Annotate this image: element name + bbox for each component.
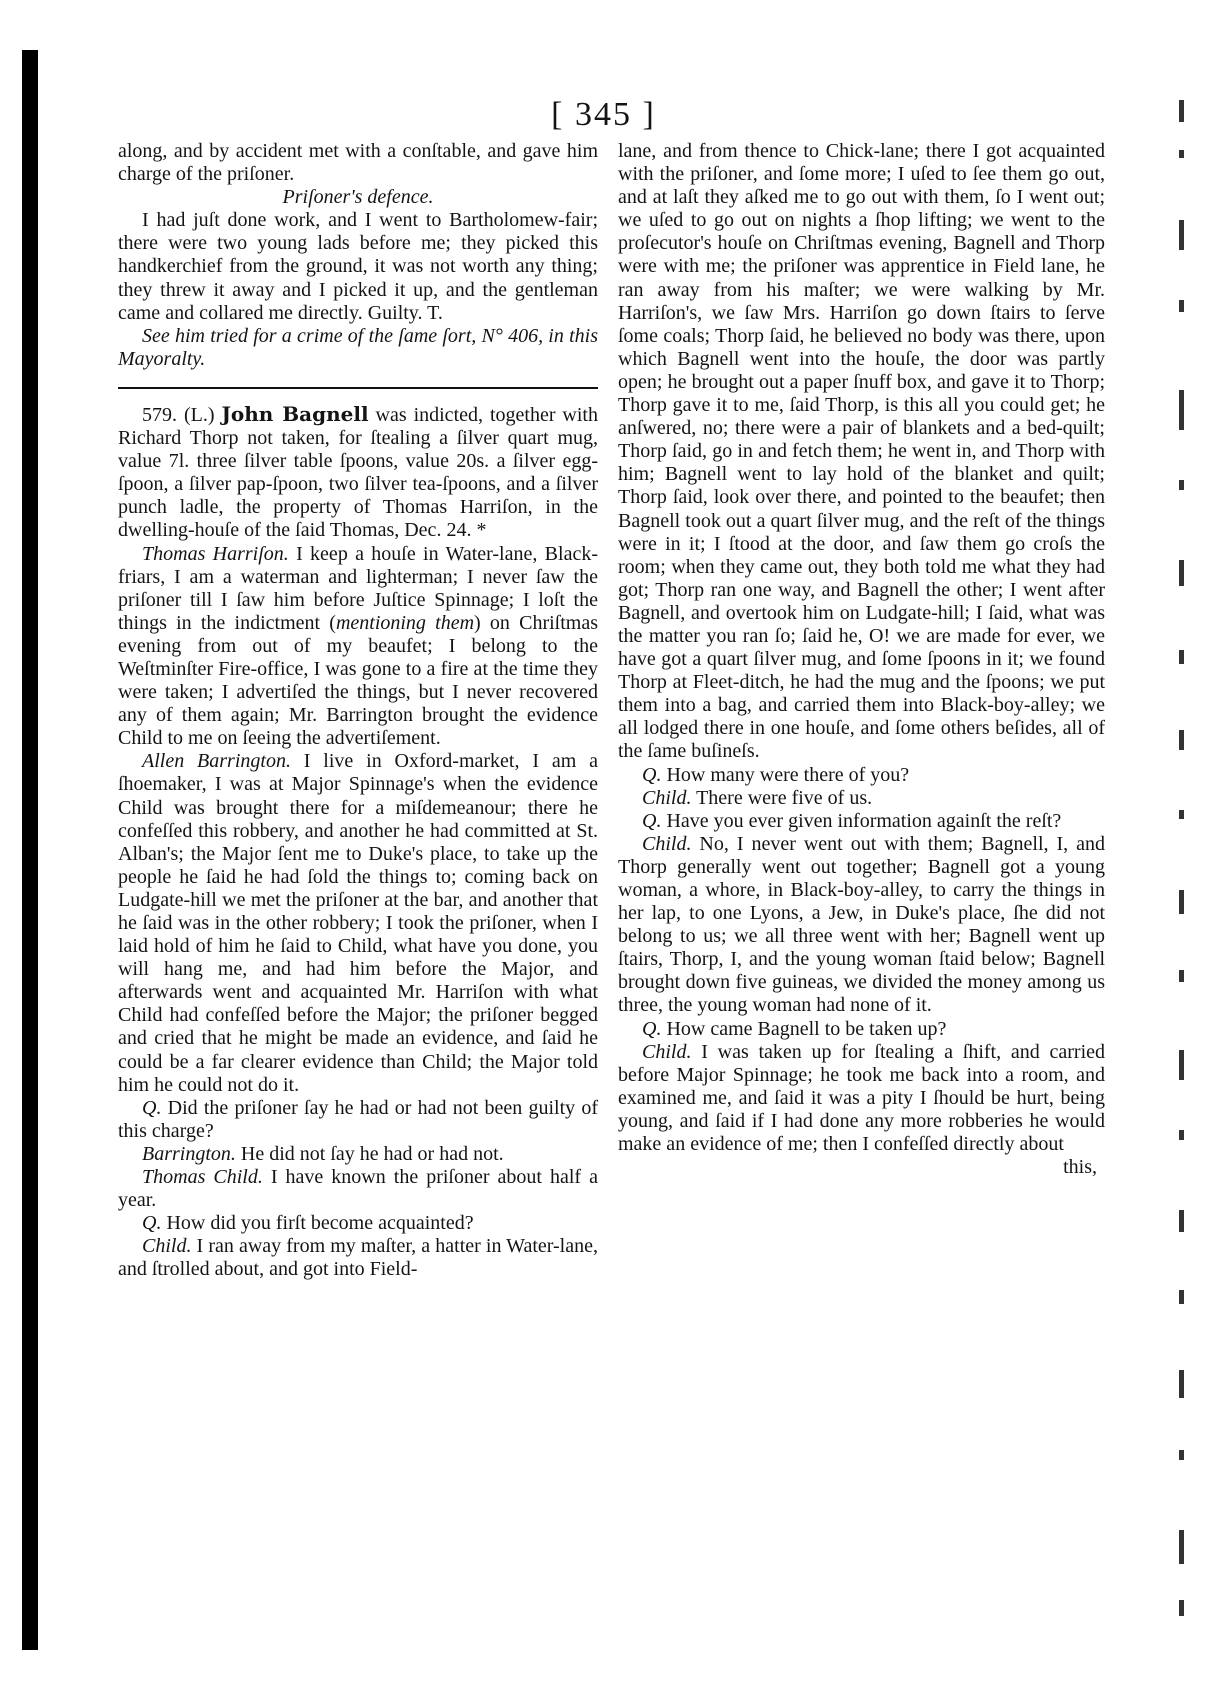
scan-edge-mark bbox=[1179, 1290, 1184, 1304]
answer-barrington bbox=[118, 1143, 598, 1166]
answer-text: I was taken up for ſtealing a ſhift, and carried before Major Spinnage; he took me back into a room, and examined me, and ſaid it was a pity I ſhould be hurt, being young, and ſaid if I had done any more robberies he would make an evidence of me; then I confeſſed directly about bbox=[618, 1040, 1105, 1156]
case-number: 579. (L.) bbox=[142, 403, 222, 426]
child-testimony-intro bbox=[118, 1166, 598, 1212]
question-text: Did the priſoner ſay he had or had not been guilty of this charge? bbox=[118, 1096, 598, 1142]
child-narrative-continued: lane, and from thence to Chick-lane; there I got acquainted with the priſoner, and ſome more; I uſed to ſee them go out, and at laſt they aſked me to go out with them, ſo I went out; we uſed to go out on nights a ſhop lifting; we went to the proſecutor's houſe on Chriſtmas evening, Bagnell and Thorp were with me; the priſoner was apprentice in Field lane, he ran away from his maſter; we were walking by Mr. Harriſon's, we ſaw Mrs. Harriſon go down ſtairs to ſerve ſome coals; Thorp ſaid, he believed no body was there, upon which Bagnell went into the houſe, the door was partly open; he brought out a paper ſnuff box, and gave it to Thorp; Thorp gave it to me, ſaid Thorp, is this all you could get; he anſwered, no; there were a pair of blankets and a bed-quilt; Thorp ſaid, go in and fetch them; he went in, and Thorp with him; Bagnell went to lay hold of the blanket and quilt; Thorp ſaid, look over there, and pointed to the beaufet; then Bagnell took out a quart ſilver mug, and the reſt of the things were in it; I ſtood at the door, and ſaw them go croſs the room; when they came out, they both told me what they had got; Thorp ran one way, and Bagnell the other; I went after Bagnell, and overtook him on Ludgate-hill; I ſaid, what was the matter you ran ſo; ſaid he, O! we are made for ever, we have got a quart ſilver mug, and ſome ſpoons in it; we found Thorp at Fleet-ditch, he had the mug and the ſpoons; we put them into a bag, and carried them into Black-boy-alley; we all lodged there in one houſe, and ſome others beſides, all of the ſame buſineſs. bbox=[618, 140, 1105, 763]
question-label: Q. bbox=[642, 809, 662, 832]
page-number: [ 345 ] bbox=[551, 96, 656, 133]
harrison-testimony bbox=[118, 543, 598, 751]
left-column bbox=[118, 140, 598, 1282]
scan-edge-mark bbox=[1179, 890, 1184, 914]
speaker-child: Child. bbox=[642, 832, 692, 855]
prisoner-defence-text: I had juſt done work, and I went to Bartholomew-fair; there were two young lads before me; they picked this handkerchief from the ground, it was not worth any thing; they threw it away and I picked it up, and the gentleman came and collared me directly. Guilty. T. bbox=[118, 209, 598, 324]
barrington-testimony bbox=[118, 750, 598, 1096]
answer-shift bbox=[618, 1041, 1105, 1156]
case-indictment-paragraph bbox=[118, 403, 598, 543]
defendant-name: John Bagnell bbox=[221, 401, 369, 426]
scan-edge-mark bbox=[1179, 1050, 1184, 1080]
answer-text: No, I never went out with them; Bagnell, I, and Thorp generally went out together; Bagnell got a young woman, a whore, in Black-boy-alley, to carry the things in her lap, to one Lyons, a Jew, in Duke's place, ſhe did not belong to us; we all three went with her; Bagnell went up ſtairs, Thorp, I, and the young woman ſtaid below; Bagnell brought down five guineas, we divided the money among us three, the young woman had none of it. bbox=[618, 832, 1105, 1017]
scan-edge-mark bbox=[1179, 730, 1184, 750]
scan-edge-mark bbox=[1179, 220, 1184, 250]
question-taken-up bbox=[618, 1018, 1105, 1041]
scan-edge-mark bbox=[1179, 560, 1184, 586]
question-text: How many were there of you? bbox=[661, 763, 910, 786]
speaker-barrington: Allen Barrington. bbox=[142, 750, 291, 773]
question-information bbox=[618, 810, 1105, 833]
question-label: Q. bbox=[642, 1017, 662, 1040]
prisoner-defence-heading: Priſoner's defence. bbox=[282, 186, 434, 209]
scan-edge-mark bbox=[1179, 650, 1184, 664]
question-text: How did you firſt become acquainted? bbox=[161, 1212, 474, 1235]
scan-edge-mark bbox=[1179, 1450, 1184, 1460]
scan-edge-mark bbox=[1179, 300, 1184, 312]
question-label: Q. bbox=[142, 1212, 162, 1235]
right-column bbox=[618, 140, 1105, 1179]
scan-edge-mark bbox=[1179, 1210, 1184, 1232]
answer-text: I ran away from my maſter, a hatter in Water-lane, and ſtrolled about, and got into Field- bbox=[118, 1235, 598, 1281]
speaker-thomas-child: Thomas Child. bbox=[142, 1166, 263, 1189]
speaker-barrington-short: Barrington. bbox=[142, 1142, 236, 1165]
barrington-text: I live in Oxford-market, I am a ſhoemaker, I was at Major Spinnage's when the evidence Child was brought there for a miſdemeanour; there he confeſſed this robbery, and another he had committed at St. Alban's; the Major ſent me to Duke's place, to take up the people he ſaid he had ſold the things to; coming back on Ludgate-hill we met the priſoner at the bar, and another that he ſaid was in the other robbery; I took the priſoner, when I laid hold of him he ſaid to Child, what have you done, you will hang me, and had him before the Major, and afterwards went and acquainted Mr. Harriſon with what Child had confeſſed before the Major; the priſoner begged and cried that he might be made an evidence, and ſaid he could be a far clearer evidence than Child; the Major told him he could not do it. bbox=[118, 750, 598, 1096]
scan-edge-mark bbox=[1179, 390, 1184, 430]
scan-edge-mark bbox=[1179, 1530, 1184, 1564]
question-how-many bbox=[618, 764, 1105, 787]
speaker-child: Child. bbox=[642, 786, 692, 809]
harrison-text-1: I keep a houſe in Water-lane, Black-friars, I am a waterman and lighterman; I never ſaw the priſoner till I ſaw him before Juſtice Spinnage; I loſt the things in the indictment ( bbox=[118, 542, 598, 634]
left-opening-paragraph: along, and by accident met with a conſtable, and gave him charge of the priſoner. bbox=[118, 140, 598, 186]
speaker-harrison: Thomas Harriſon. bbox=[142, 542, 289, 565]
question-label: Q. bbox=[142, 1096, 162, 1119]
scan-edge-mark bbox=[1179, 480, 1184, 490]
scan-edge-mark bbox=[1179, 1130, 1184, 1140]
child-intro-text: I have known the priſoner about half a year. bbox=[118, 1166, 598, 1212]
case-divider-rule bbox=[118, 387, 598, 389]
question-text: How came Bagnell to be taken up? bbox=[661, 1017, 947, 1040]
question-acquainted bbox=[118, 1212, 598, 1235]
question-text: Have you ever given information againſt the reſt? bbox=[661, 809, 1062, 832]
question-label: Q. bbox=[642, 763, 662, 786]
answer-never-went-out bbox=[618, 833, 1105, 1018]
indictment-text: was indicted, together with Richard Thorp not taken, for ſtealing a ſilver quart mug, value 7l. three ſilver table ſpoons, value 20s. a ſilver egg-ſpoon, a ſilver pap-ſpoon, two ſilver tea-ſpoons, and a ſilver punch ladle, the property of Thomas Harriſon, in the dwelling-houſe of the ſaid Thomas, Dec. 24. * bbox=[118, 403, 598, 542]
speaker-child: Child. bbox=[642, 1040, 692, 1063]
answer-text: He did not ſay he had or had not. bbox=[235, 1142, 504, 1165]
cross-reference-note: See him tried for a crime of the ſame ſort, N° 406, in this Mayoralty. bbox=[118, 324, 598, 370]
scan-edge-mark bbox=[1179, 1370, 1184, 1398]
scan-edge-mark bbox=[1179, 150, 1184, 158]
harrison-italic-aside: mentioning them bbox=[335, 611, 475, 634]
answer-five bbox=[618, 787, 1105, 810]
page-edge-marks bbox=[1175, 90, 1189, 1630]
answer-text: There were five of us. bbox=[691, 786, 873, 809]
answer-child-ran-away bbox=[118, 1235, 598, 1281]
question-guilty bbox=[118, 1097, 598, 1143]
harrison-text-2: ) on Chriſtmas evening from out of my beaufet; I belong to the Weſtminſter Fire-office, I was gone to a fire at the time they were taken; I advertiſed the things, but I never recovered any of them again; Mr. Barrington brought the evidence Child to me on ſeeing the advertiſement. bbox=[118, 611, 599, 750]
scan-edge-mark bbox=[1179, 1600, 1184, 1616]
page-binding-shadow bbox=[22, 50, 38, 1650]
catchword: this, bbox=[1063, 1156, 1097, 1179]
scan-edge-mark bbox=[1179, 810, 1184, 819]
scan-edge-mark bbox=[1179, 970, 1184, 982]
speaker-child: Child. bbox=[142, 1235, 192, 1258]
